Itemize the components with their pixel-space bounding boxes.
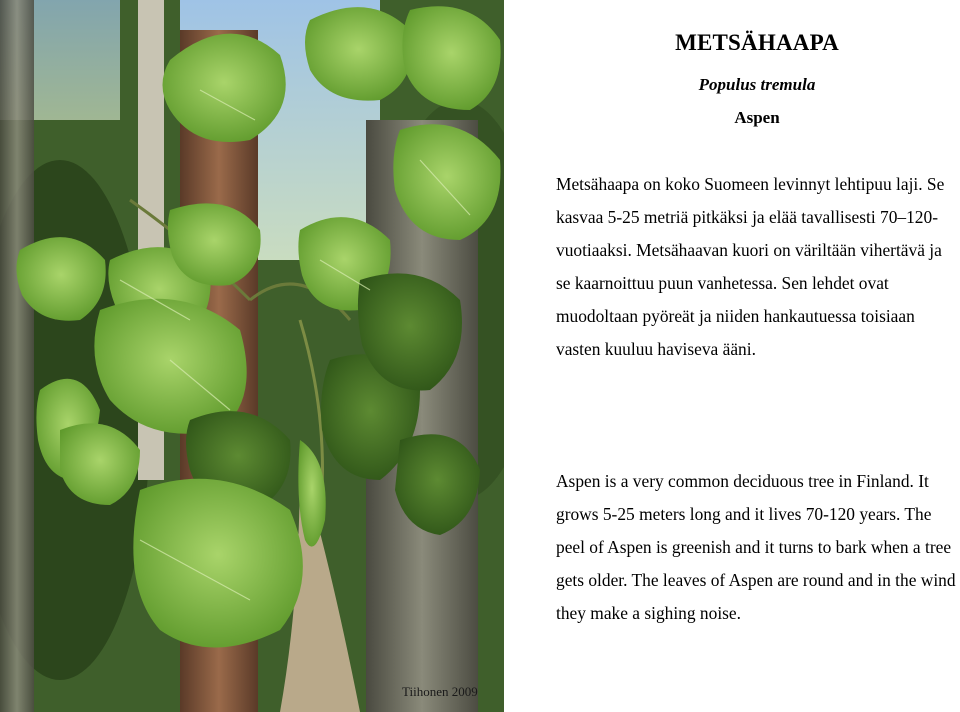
- description-panel: [504, 0, 960, 712]
- english-description: Aspen is a very common deciduous tree in Finland. It grows 5-25 meters long and it lives 70-120 years. The peel of Aspen is greenish and it turns to bark when a tree gets older. The leaves of Aspen are round and in the wind they make a sighing noise.: [556, 471, 956, 623]
- photo-credit: Tiihonen 2009: [402, 684, 478, 699]
- english-name: Aspen: [734, 108, 780, 127]
- finnish-description: Metsähaapa on koko Suomeen levinnyt lehtipuu laji. Se kasvaa 5-25 metriä pitkäksi ja elää tavallisesti 70–120-vuotiaaksi. Metsähaavan kuori on väriltään vihertävä ja se kaarnoittuu puun vanhetessa. Sen lehdet ovat muodoltaan pyöreät ja niiden hankautuessa toisiaan vasten kuuluu haviseva ääni.: [556, 174, 945, 359]
- page-title: METSÄHAAPA: [675, 30, 839, 55]
- latin-name: Populus tremula: [698, 75, 816, 94]
